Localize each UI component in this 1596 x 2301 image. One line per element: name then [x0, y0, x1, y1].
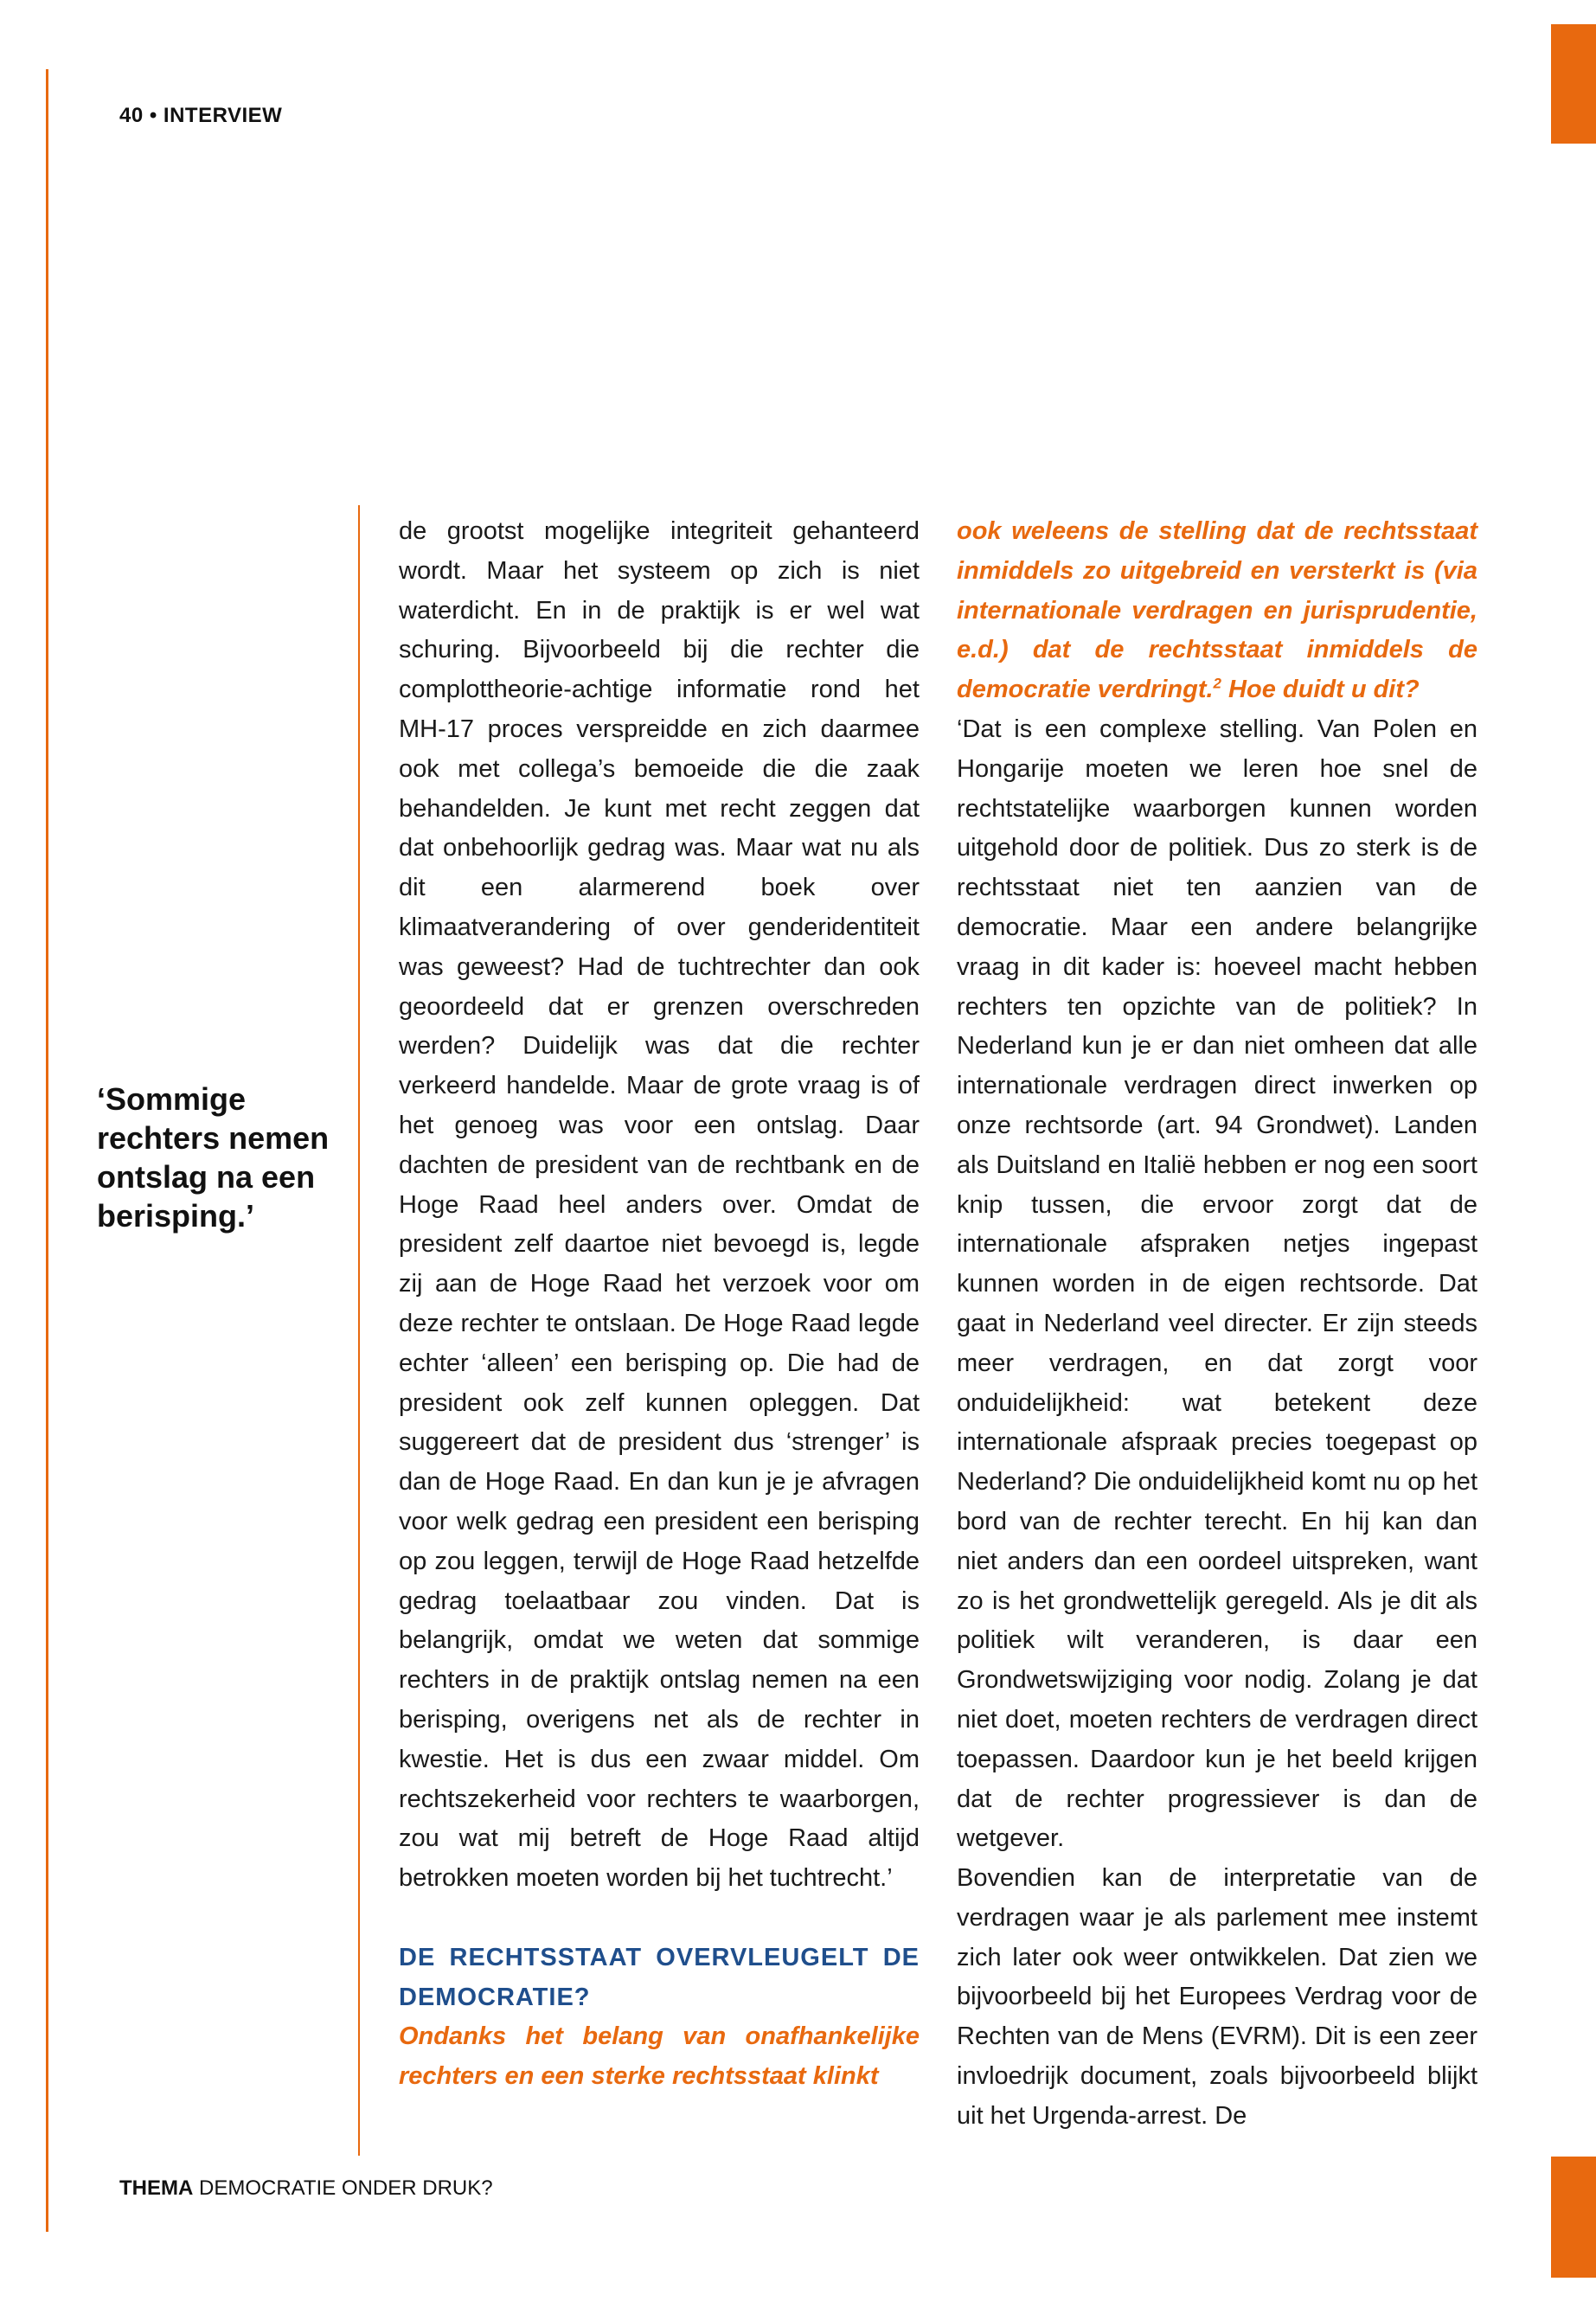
body-paragraph: de grootst mogelijke integriteit gehanteerd wordt. Maar het systeem op zich is niet waterdicht. En in de praktijk is er wel wat schuring. Bijvoorbeeld bij die rechter die complottheorie-achtige informatie rond het MH-17 proces verspreidde en zich daarmee ook met collega’s bemoeide die die zaak behandelden. Je kunt met recht zeggen dat dat onbehoorlijk gedrag was. Maar wat nu als dit een alarmerend boek over klimaatverandering of over genderidentiteit was geweest? Had de tuchtrechter dan ook geoordeeld dat er grenzen overschreden werden? Duidelijk was dat die rechter verkeerd handelde. Maar de grote vraag is of het genoeg was voor een ontslag. Daar dachten de president van de rechtbank en de Hoge Raad heel anders over. Omdat de president zelf daartoe niet bevoegd is, legde zij aan de Hoge Raad het verzoek voor om deze rechter te ontslaan. De Hoge Raad legde echter ‘alleen’ een berisping op. Die had de president ook zelf kunnen opleggen. Dat suggereert dat de president dus ‘strenger’ is dan de Hoge Raad. En dan kun je je afvragen voor welk gedrag een president een berisping op zou leggen, terwijl de Hoge Raad hetzelfde gedrag toelaatbaar zou vinden. Dat is belangrijk, omdat we weten dat sommige rechters in de praktijk ontslag nemen na een berisping, overigens net als de rechter in kwestie. Het is dus een zwaar middel. Om rechtszekerheid voor rechters te waarborgen, zou wat mij betreft de Hoge Raad altijd betrokken moeten worden bij het tuchtrecht.’	[399, 517, 920, 1893]
interview-question-start: Ondanks het belang van onafhankelijke rechters en een sterke rechtsstaat klinkt	[399, 2022, 920, 2091]
left-margin-rule	[46, 69, 48, 2232]
answer-paragraph: ‘Dat is een complexe stelling. Van Polen en Hongarije moeten we leren hoe snel de rechtstatelijke waarborgen kunnen worden uitgehold door de politiek. Dus zo sterk is de rechtsstaat niet ten aanzien van de democratie. Maar een andere belangrijke vraag in dit kader is: hoeveel macht hebben rechters ten opzichte van de politiek? In Nederland kun je er dan niet omheen dat alle internationale verdragen direct inwerken op onze rechtsorde (art. 94 Grondwet). Landen als Duitsland en Italië hebben er nog een soort knip tussen, die ervoor zorgt dat de internationale afspraken netjes ingepast kunnen worden in de eigen rechtsorde. Dat gaat in Nederland veel directer. Er zijn steeds meer verdragen, en dat zorgt voor onduidelijkheid: wat betekent deze internationale afspraak precies toegepast op Nederland? Die onduidelijkheid komt nu op het bord van de rechter terecht. En hij kan dan niet anders dan een oordeel uitspreken, want zo is het grondwettelijk geregeld. Als je dit als politiek wilt veranderen, is daar een Grondwetswijziging voor nodig. Zolang je dat niet doet, moeten rechters de verdragen direct toepassen. Daardoor kun je het beeld krijgen dat de rechter progressiever is dan de wetgever.	[957, 715, 1477, 1853]
running-header: 40 • INTERVIEW	[119, 104, 283, 127]
footer-thema: THEMA	[119, 2176, 194, 2200]
page-tab-top	[1551, 24, 1596, 144]
pull-quote: ‘Sommige rechters nemen ontslag na een berisping.’	[97, 1081, 330, 1234]
interview-question-end	[957, 512, 1477, 710]
page-tab-bottom	[1551, 2157, 1596, 2278]
running-footer	[119, 2176, 493, 2201]
section-subhead: DE RECHTSSTAAT OVERVLEUGELT DE DEMOCRATIE?	[399, 1943, 920, 2011]
column-right	[957, 512, 1477, 2137]
question-text: ook weleens de stelling dat de rechtsstaat inmiddels zo uitgebreid en versterkt is (via internationale verdragen en jurisprudentie, e.d.) dat de rechtsstaat inmiddels de democratie verdringt.	[957, 517, 1477, 704]
column-divider	[358, 505, 360, 2156]
column-middle	[399, 512, 920, 2097]
footnote-marker: 2	[1213, 675, 1221, 692]
footer-title: DEMOCRATIE ONDER DRUK?	[193, 2176, 493, 2200]
answer-paragraph: Bovendien kan de interpretatie van de verdragen waar je als parlement mee instemt zich later ook weer ontwikkelen. Dat zien we bijvoorbeeld bij het Europees Verdrag voor de Rechten van de Mens (EVRM). Dit is een zeer invloedrijk document, zoals bijvoorbeeld blijkt uit het Urgenda-arrest. De	[957, 1864, 1477, 2130]
question-tail: Hoe duidt u dit?	[1221, 676, 1420, 704]
